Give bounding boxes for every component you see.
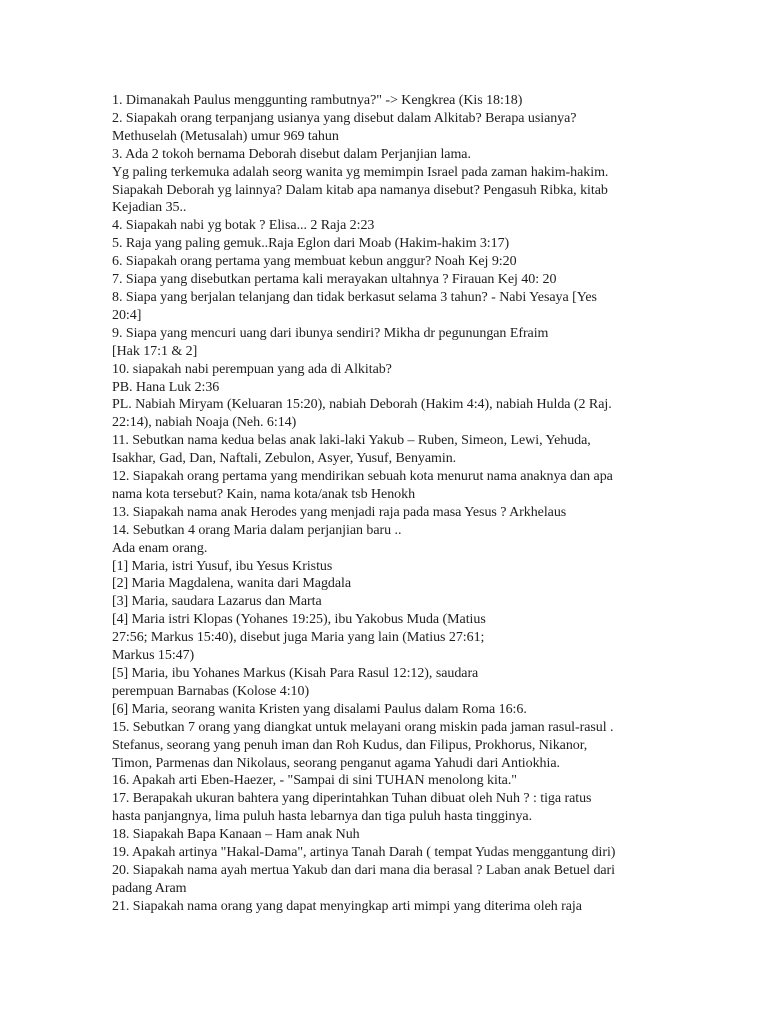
text-line: 20:4]: [112, 307, 142, 323]
text-line: 27:56; Markus 15:40), disebut juga Maria yang lain (Matius 27:61;: [112, 630, 485, 646]
text-line: 5. Raja yang paling gemuk..Raja Eglon dari Moab (Hakim-hakim 3:17): [112, 236, 510, 252]
text-line: PB. Hana Luk 2:36: [112, 379, 220, 395]
text-line: nama kota tersebut? Kain, nama kota/anak tsb Henokh: [112, 486, 416, 502]
text-line: hasta panjangnya, lima puluh hasta lebarnya dan tiga puluh hasta tingginya.: [112, 809, 533, 825]
text-line: 19. Apakah artinya "Hakal-Dama", artinya Tanah Darah ( tempat Yudas menggantung diri): [112, 845, 616, 861]
text-line: 1. Dimanakah Paulus menggunting rambutnya?" -> Kengkrea (Kis 18:18): [112, 93, 523, 108]
text-line: [6] Maria, seorang wanita Kristen yang disalami Paulus dalam Roma 16:6.: [112, 701, 527, 717]
text-line: [5] Maria, ibu Yohanes Markus (Kisah Para Rasul 12:12), saudara: [112, 666, 479, 681]
text-line: padang Aram: [112, 880, 187, 896]
text-line: 12. Siapakah orang pertama yang mendirikan sebuah kota menurut nama anaknya dan apa: [112, 469, 613, 485]
text-line: 18. Siapakah Bapa Kanaan – Ham anak Nuh: [112, 827, 360, 843]
text-line: Siapakah Deborah yg lainnya? Dalam kitab apa namanya disebut? Pengasuh Ribka, kitab: [112, 182, 608, 198]
text-line: perempuan Barnabas (Kolose 4:10): [112, 683, 310, 699]
text-line: PL. Nabiah Miryam (Keluaran 15:20), nabiah Deborah (Hakim 4:4), nabiah Hulda (2 Raj.: [112, 397, 612, 413]
text-line: 20. Siapakah nama ayah mertua Yakub dan dari mana dia berasal ? Laban anak Betuel dari: [112, 862, 616, 878]
text-line: Yg paling terkemuka adalah seorg wanita yg memimpin Israel pada zaman hakim-hakim.: [112, 164, 609, 180]
text-line: 7. Siapa yang disebutkan pertama kali merayakan ultahnya ? Firauan Kej 40: 20: [112, 272, 557, 288]
text-line: Kejadian 35..: [112, 200, 187, 216]
text-line: 9. Siapa yang mencuri uang dari ibunya sendiri? Mikha dr pegunungan Efraim: [112, 325, 549, 341]
text-line: [Hak 17:1 & 2]: [112, 343, 198, 359]
text-line: 3. Ada 2 tokoh bernama Deborah disebut dalam Perjanjian lama.: [112, 146, 471, 162]
text-line: 22:14), nabiah Noaja (Neh. 6:14): [112, 415, 297, 431]
text-line: Methuselah (Metusalah) umur 969 tahun: [112, 128, 339, 144]
text-line: 21. Siapakah nama orang yang dapat menyingkap arti mimpi yang diterima oleh raja: [112, 898, 582, 914]
text-line: [3] Maria, saudara Lazarus dan Marta: [112, 594, 322, 610]
text-line: 11. Sebutkan nama kedua belas anak laki-laki Yakub – Ruben, Simeon, Lewi, Yehuda,: [112, 433, 591, 449]
text-line: 16. Apakah arti Eben-Haezer, - "Sampai di sini TUHAN menolong kita.": [112, 773, 517, 789]
text-line: 15. Sebutkan 7 orang yang diangkat untuk melayani orang miskin pada jaman rasul-rasul .: [112, 719, 614, 735]
text-line: Stefanus, seorang yang penuh iman dan Roh Kudus, dan Filipus, Prokhorus, Nikanor,: [112, 737, 588, 753]
text-line: [2] Maria Magdalena, wanita dari Magdala: [112, 576, 352, 592]
text-line: 4. Siapakah nabi yg botak ? Elisa... 2 Raja 2:23: [112, 218, 375, 234]
text-line: 6. Siapakah orang pertama yang membuat kebun anggur? Noah Kej 9:20: [112, 254, 517, 270]
text-line: 2. Siapakah orang terpanjang usianya yang disebut dalam Alkitab? Berapa usianya?: [112, 110, 577, 126]
text-line: 14. Sebutkan 4 orang Maria dalam perjanjian baru ..: [112, 522, 402, 538]
text-line: 17. Berapakah ukuran bahtera yang diperintahkan Tuhan dibuat oleh Nuh ? : tiga ratus: [112, 791, 592, 807]
text-line: 8. Siapa yang berjalan telanjang dan tidak berkasut selama 3 tahun? - Nabi Yesaya [Yes: [112, 289, 597, 305]
text-line: Isakhar, Gad, Dan, Naftali, Zebulon, Asyer, Yusuf, Benyamin.: [112, 451, 457, 467]
text-line: Ada enam orang.: [112, 540, 208, 556]
text-line: Markus 15:47): [112, 648, 195, 664]
text-line: 13. Siapakah nama anak Herodes yang menjadi raja pada masa Yesus ? Arkhelaus: [112, 504, 567, 520]
text-line: [4] Maria istri Klopas (Yohanes 19:25), ibu Yakobus Muda (Matius: [112, 612, 486, 628]
text-line: 10. siapakah nabi perempuan yang ada di Alkitab?: [112, 361, 392, 377]
text-line: [1] Maria, istri Yusuf, ibu Yesus Kristus: [112, 558, 333, 574]
text-line: Timon, Parmenas dan Nikolaus, seorang penganut agama Yahudi dari Antiokhia.: [112, 755, 560, 771]
document-text: [112, 92, 660, 916]
